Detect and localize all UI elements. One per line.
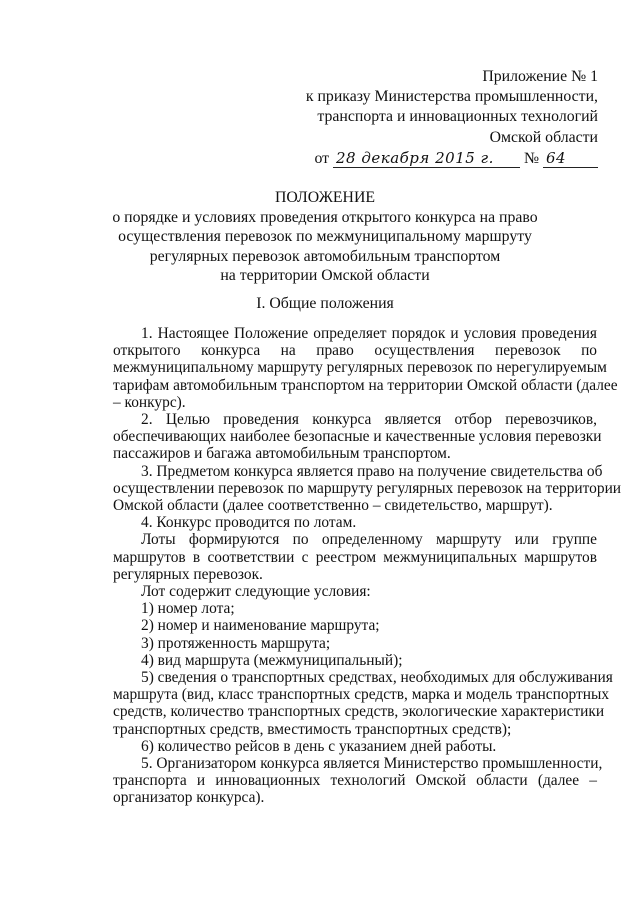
- text-line: открытого конкурса на право осуществления перевозок по: [113, 342, 597, 360]
- text-line: осуществлении перевозок по маршруту регулярных перевозок на территории: [113, 479, 622, 497]
- paragraph-6: [117, 583, 597, 600]
- title-line: регулярных перевозок автомобильным транспортом: [149, 247, 501, 265]
- lot-conditions-list: [117, 600, 597, 669]
- title-line: осуществления перевозок по межмуниципальному маршруту: [118, 228, 532, 246]
- list-item: 3) протяженность маршрута;: [141, 634, 331, 652]
- text-line: средств, количество транспортных средств, экологические характеристики: [113, 703, 605, 721]
- text-line: Омской области (далее соответственно – свидетельство, маршрут).: [113, 497, 553, 515]
- paragraph-5: [113, 531, 597, 583]
- text-line: 2. Целью проведения конкурса является отбор перевозчиков,: [141, 411, 597, 429]
- list-item: 4) вид маршрута (межмуниципальный);: [141, 651, 403, 669]
- title-line: на территории Омской области: [220, 267, 430, 285]
- list-item: 1) номер лота;: [141, 600, 235, 618]
- order-date-number-row: [268, 149, 598, 169]
- text-line: тарифам автомобильным транспортом на территории Омской области (далее: [113, 376, 618, 394]
- text-line: транспорта и инновационных технологий Омской области (далее –: [113, 772, 597, 790]
- section-heading: I. Общие положения: [256, 295, 394, 312]
- text-line: – конкурс).: [113, 393, 186, 411]
- appendix-header: [268, 67, 598, 169]
- handwritten-date: 28 декабря 2015 г.: [333, 149, 520, 168]
- order-reference-line: к приказу Министерства промышленности,: [305, 88, 598, 106]
- text-line: 1. Настоящее Положение определяет порядок и условия проведения: [141, 325, 597, 342]
- text-line: 5. Организатором конкурса является Министерство промышленности,: [141, 755, 603, 773]
- region-line: Омской области: [489, 128, 598, 146]
- text-line: 5) сведения о транспортных средствах, необходимых для обслуживания: [141, 669, 613, 687]
- text-line: 4. Конкурс проводится по лотам.: [141, 514, 357, 532]
- paragraph-7: [113, 755, 603, 807]
- paragraph-4: [117, 514, 597, 531]
- text-line: маршрутов в соответствии с реестром межмуниципальных маршрутов: [113, 548, 597, 566]
- paragraph-3: [113, 462, 622, 515]
- document-title: [60, 188, 590, 286]
- document-body: [113, 325, 622, 807]
- text-line: 6) количество рейсов в день с указанием дней работы.: [141, 737, 497, 755]
- text-line: обеспечивающих наиболее безопасные и качественные условия перевозки: [113, 428, 602, 446]
- text-line: Лот содержит следующие условия:: [141, 583, 371, 601]
- text-line: Лоты формируются по определенному маршруту или группе: [141, 531, 597, 549]
- from-label: от: [314, 149, 330, 167]
- paragraph-1: [113, 325, 618, 411]
- text-line: маршрута (вид, класс транспортных средств, марка и модель транспортных: [113, 686, 610, 704]
- number-label: №: [523, 149, 540, 167]
- text-line: регулярных перевозок.: [113, 565, 263, 583]
- text-line: организатор конкурса).: [113, 789, 265, 807]
- title-line: о порядке и условиях проведения открытого конкурса на право: [112, 208, 538, 226]
- title-heading: ПОЛОЖЕНИЕ: [274, 189, 376, 206]
- handwritten-order-number: 64: [543, 149, 598, 168]
- paragraph-2: [113, 411, 602, 463]
- appendix-number: Приложение № 1: [482, 68, 598, 85]
- list-item-6: [117, 738, 597, 755]
- text-line: 3. Предметом конкурса является право на получение свидетельства об: [141, 462, 603, 480]
- text-line: межмуниципальному маршруту регулярных перевозок по нерегулируемым: [113, 359, 607, 377]
- text-line: транспортных средств, вместимость транспортных средств);: [113, 720, 512, 738]
- list-item: 2) номер и наименование маршрута;: [141, 617, 380, 635]
- text-line: пассажиров и багажа автомобильным транспортом.: [113, 445, 451, 463]
- ministry-line: транспорта и инновационных технологий: [317, 108, 598, 126]
- list-item-5: [113, 669, 613, 738]
